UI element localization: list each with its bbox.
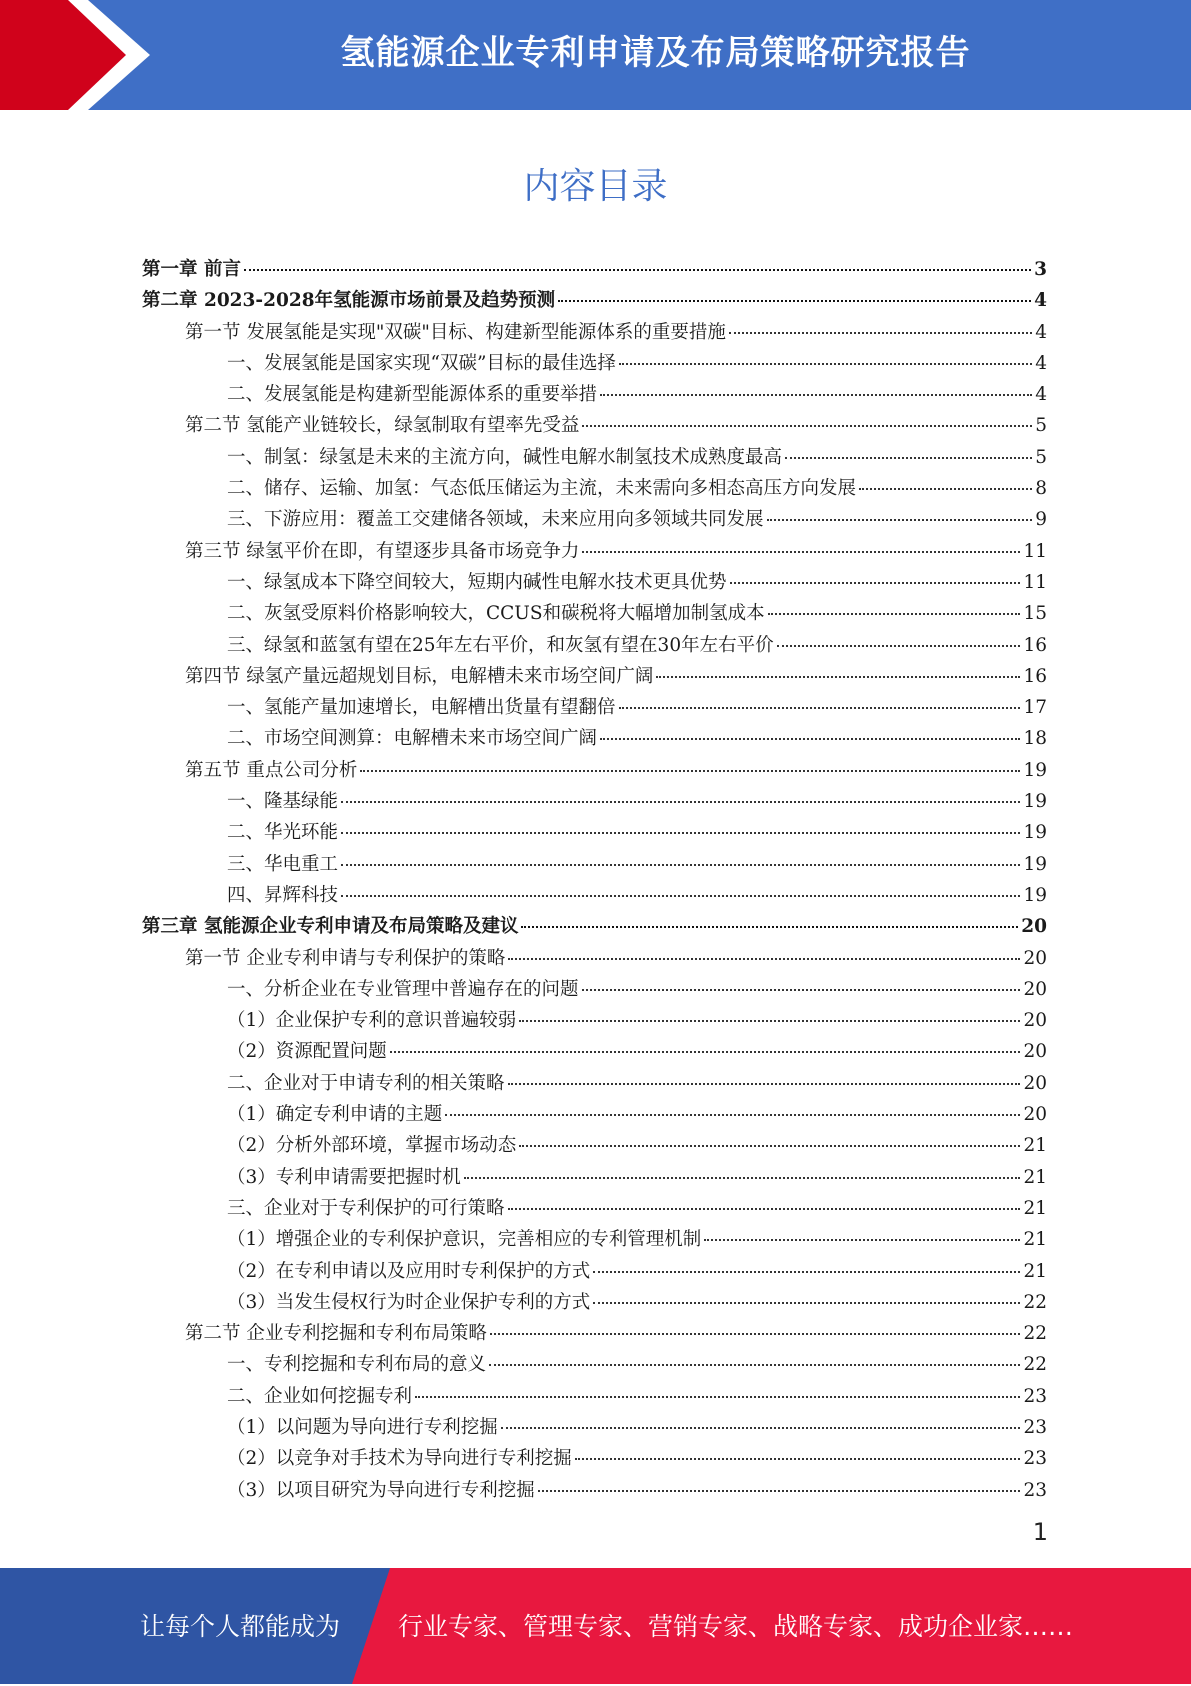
toc-entry-label: 一、隆基绿能 [227,791,339,813]
toc-dot-leader [558,298,1031,302]
toc-entry-label: 第二节 氢能产业链较长，绿氢制取有望率先受益 [185,415,580,437]
toc-entry-label: 一、分析企业在专业管理中普遍存在的问题 [227,978,579,1000]
toc-entry-label: 一、专利挖掘和专利布局的意义 [227,1354,487,1376]
toc-dot-leader [445,1112,1020,1116]
toc-entry-page: 16 [1023,634,1047,656]
toc-entry-page: 11 [1023,540,1047,562]
toc-entry[interactable] [142,504,1047,535]
toc-entry-label: 一、绿氢成本下降空间较大，短期内碱性电解水技术更具优势 [227,571,727,593]
toc-entry-page: 4 [1035,321,1047,343]
toc-entry-label: 第一章 前言 [142,259,241,280]
toc-entry[interactable] [142,817,1047,848]
toc-entry[interactable] [142,661,1047,692]
toc-entry-page: 9 [1035,509,1047,531]
toc-dot-leader [730,580,1021,584]
toc-entry[interactable] [142,1162,1047,1193]
toc-entry-label: （2）以竞争对手技术为导向进行专利挖掘 [227,1448,572,1470]
toc-entry-label: （2）在专利申请以及应用时专利保护的方式 [227,1260,591,1282]
toc-entry[interactable] [142,254,1047,285]
toc-entry[interactable] [142,723,1047,754]
toc-entry-label: 二、企业对于申请专利的相关策略 [227,1072,505,1094]
toc-entry-label: 二、企业如何挖掘专利 [227,1385,413,1407]
toc-entry[interactable] [142,379,1047,410]
toc-entry-label: 三、企业对于专利保护的可行策略 [227,1197,505,1219]
toc-dot-leader [490,1331,1021,1335]
toc-entry-page: 4 [1035,384,1047,406]
toc-dot-leader [489,1362,1020,1366]
toc-entry-page: 20 [1023,947,1047,969]
toc-dot-leader [464,1175,1021,1179]
toc-entry-label: （1）以问题为导向进行专利挖掘 [227,1416,498,1438]
toc-entry[interactable] [142,1443,1047,1474]
toc-entry[interactable] [142,755,1047,786]
toc-entry-label: （3）当发生侵权行为时企业保护专利的方式 [227,1291,591,1313]
toc-entry-page: 20 [1023,1010,1047,1032]
table-of-contents [142,254,1047,1506]
toc-entry-page: 19 [1023,884,1047,906]
toc-entry[interactable] [142,1036,1047,1067]
toc-entry-page: 19 [1023,791,1047,813]
toc-dot-leader [508,1206,1021,1210]
toc-entry-page: 8 [1035,478,1047,500]
toc-entry-label: （2）资源配置问题 [227,1041,387,1063]
toc-entry[interactable] [142,410,1047,441]
toc-dot-leader [575,1456,1021,1460]
toc-entry-label: 二、储存、运输、加氢：气态低压储运为主流，未来需向多相态高压方向发展 [227,478,857,500]
toc-entry-page: 11 [1023,571,1047,593]
toc-dot-leader [593,1269,1020,1273]
toc-entry-label: 一、发展氢能是国家实现“双碳”目标的最佳选择 [227,352,616,374]
toc-dot-leader [341,893,1020,897]
toc-entry[interactable] [142,1318,1047,1349]
toc-entry[interactable] [142,285,1047,316]
toc-entry-page: 19 [1023,853,1047,875]
report-title: 氢能源企业专利申请及布局策略研究报告 [340,33,971,73]
toc-entry[interactable] [142,1412,1047,1443]
footer-slogan-right: 行业专家、管理专家、营销专家、战略专家、成功企业家…… [398,1612,1074,1641]
toc-entry[interactable] [142,630,1047,661]
toc-entry-label: （2）分析外部环境，掌握市场动态 [227,1135,517,1157]
toc-entry-label: 第二章 2023-2028年氢能源市场前景及趋势预测 [142,290,556,312]
toc-entry[interactable] [142,692,1047,723]
toc-dot-leader [390,1049,1021,1053]
toc-dot-leader [519,1018,1020,1022]
toc-dot-leader [508,956,1020,960]
toc-entry-page: 23 [1023,1385,1047,1407]
toc-entry-page: 23 [1023,1448,1047,1470]
toc-entry-label: 第二节 企业专利挖掘和专利布局策略 [185,1323,487,1345]
toc-dot-leader [600,392,1032,396]
toc-dot-leader [341,830,1020,834]
toc-dot-leader [777,643,1021,647]
toc-entry[interactable] [142,943,1047,974]
toc-entry-page: 20 [1023,978,1047,1000]
toc-entry-page: 20 [1023,1104,1047,1126]
header-banner [0,0,1191,110]
toc-entry-page: 5 [1035,415,1047,437]
toc-heading: 内容目录 [523,166,668,207]
toc-entry-page: 19 [1023,759,1047,781]
toc-entry-page: 3 [1034,259,1047,280]
toc-entry[interactable] [142,1005,1047,1036]
toc-entry[interactable] [142,1287,1047,1318]
toc-entry[interactable] [142,348,1047,379]
toc-dot-leader [521,924,1018,928]
toc-dot-leader [341,799,1020,803]
toc-dot-leader [501,1425,1021,1429]
toc-entry[interactable] [142,567,1047,598]
toc-entry[interactable] [142,317,1047,348]
toc-entry-page: 20 [1021,916,1047,938]
toc-entry-page: 21 [1023,1229,1047,1251]
toc-entry[interactable] [142,1193,1047,1224]
toc-entry-page: 21 [1023,1166,1047,1188]
toc-entry-page: 15 [1023,603,1047,625]
footer-banner [0,1568,1191,1684]
toc-entry[interactable] [142,473,1047,504]
toc-dot-leader [729,330,1032,334]
toc-entry-label: 三、绿氢和蓝氢有望在25年左右平价，和灰氢有望在30年左右平价 [227,634,774,656]
toc-entry-page: 19 [1023,822,1047,844]
toc-entry-page: 21 [1023,1260,1047,1282]
toc-dot-leader [704,1237,1020,1241]
toc-dot-leader [619,705,1021,709]
toc-entry[interactable] [142,1256,1047,1287]
toc-entry[interactable] [142,786,1047,817]
toc-entry[interactable] [142,1475,1047,1506]
toc-entry-label: 第三节 绿氢平价在即，有望逐步具备市场竞争力 [185,540,580,562]
arrow-decoration-icon [0,0,150,110]
toc-dot-leader [582,549,1020,553]
toc-dot-leader [508,1081,1021,1085]
toc-entry-label: 三、华电重工 [227,853,339,875]
toc-dot-leader [656,674,1020,678]
toc-entry-label: 二、发展氢能是构建新型能源体系的重要举措 [227,384,598,406]
toc-entry[interactable] [142,880,1047,911]
toc-entry-label: 二、灰氢受原料价格影响较大，CCUS和碳税将大幅增加制氢成本 [227,603,765,625]
toc-entry-page: 22 [1023,1291,1047,1313]
toc-entry-page: 20 [1023,1041,1047,1063]
page-number: 1 [1032,1518,1048,1546]
toc-entry-label: （1）确定专利申请的主题 [227,1104,443,1126]
toc-entry-label: 第五节 重点公司分析 [185,759,358,781]
toc-dot-leader [768,611,1021,615]
toc-entry[interactable] [142,1381,1047,1412]
toc-entry-page: 22 [1023,1354,1047,1376]
toc-entry-page: 23 [1023,1479,1047,1501]
toc-entry-label: （3）专利申请需要把握时机 [227,1166,461,1188]
toc-entry-page: 4 [1035,352,1047,374]
toc-dot-leader [785,455,1032,459]
toc-dot-leader [767,517,1033,521]
toc-dot-leader [415,1394,1020,1398]
toc-entry[interactable] [142,974,1047,1005]
toc-entry-page: 16 [1023,665,1047,687]
toc-entry-label: 第三章 氢能源企业专利申请及布局策略及建议 [142,916,519,938]
toc-entry-page: 21 [1023,1197,1047,1219]
toc-entry[interactable] [142,1068,1047,1099]
toc-entry[interactable] [142,598,1047,629]
toc-dot-leader [341,862,1020,866]
toc-entry-page: 18 [1023,728,1047,750]
toc-entry-label: 一、制氢：绿氢是未来的主流方向，碱性电解水制氢技术成熟度最高 [227,446,783,468]
toc-dot-leader [582,987,1021,991]
toc-dot-leader [859,486,1032,490]
toc-dot-leader [360,768,1020,772]
toc-dot-leader [244,267,1031,271]
toc-entry-label: 二、市场空间测算：电解槽未来市场空间广阔 [227,728,598,750]
toc-entry-label: 第一节 企业专利申请与专利保护的策略 [185,947,506,969]
toc-dot-leader [600,736,1020,740]
toc-entry-label: 四、昇辉科技 [227,884,339,906]
toc-entry-label: 一、氢能产量加速增长，电解槽出货量有望翻倍 [227,697,616,719]
toc-entry-label: 第一节 发展氢能是实现"双碳"目标、构建新型能源体系的重要措施 [185,321,726,343]
toc-entry-label: （1）增强企业的专利保护意识，完善相应的专利管理机制 [227,1229,702,1251]
toc-entry[interactable] [142,1130,1047,1161]
toc-entry-page: 23 [1023,1416,1047,1438]
toc-entry-label: 第四节 绿氢产量远超规划目标，电解槽未来市场空间广阔 [185,665,654,687]
toc-entry[interactable] [142,1224,1047,1255]
toc-entry-page: 5 [1035,446,1047,468]
toc-entry[interactable] [142,442,1047,473]
toc-entry[interactable] [142,536,1047,567]
toc-entry[interactable] [142,911,1047,942]
toc-entry-label: 三、下游应用：覆盖工交建储各领域，未来应用向多领域共同发展 [227,509,764,531]
footer-slogan-left: 让每个人都能成为 [140,1612,341,1641]
toc-dot-leader [593,1300,1020,1304]
toc-entry[interactable] [142,1349,1047,1380]
toc-dot-leader [619,361,1032,365]
toc-entry[interactable] [142,1099,1047,1130]
toc-entry-label: （1）企业保护专利的意识普遍较弱 [227,1010,517,1032]
toc-entry-page: 4 [1034,290,1047,312]
toc-entry-page: 17 [1023,697,1047,719]
toc-entry-page: 20 [1023,1072,1047,1094]
toc-entry[interactable] [142,849,1047,880]
toc-entry-label: （3）以项目研究为导向进行专利挖掘 [227,1479,535,1501]
toc-dot-leader [582,423,1032,427]
toc-entry-label: 二、华光环能 [227,822,339,844]
toc-entry-page: 22 [1023,1323,1047,1345]
toc-dot-leader [538,1488,1021,1492]
toc-dot-leader [519,1143,1020,1147]
toc-entry-page: 21 [1023,1135,1047,1157]
